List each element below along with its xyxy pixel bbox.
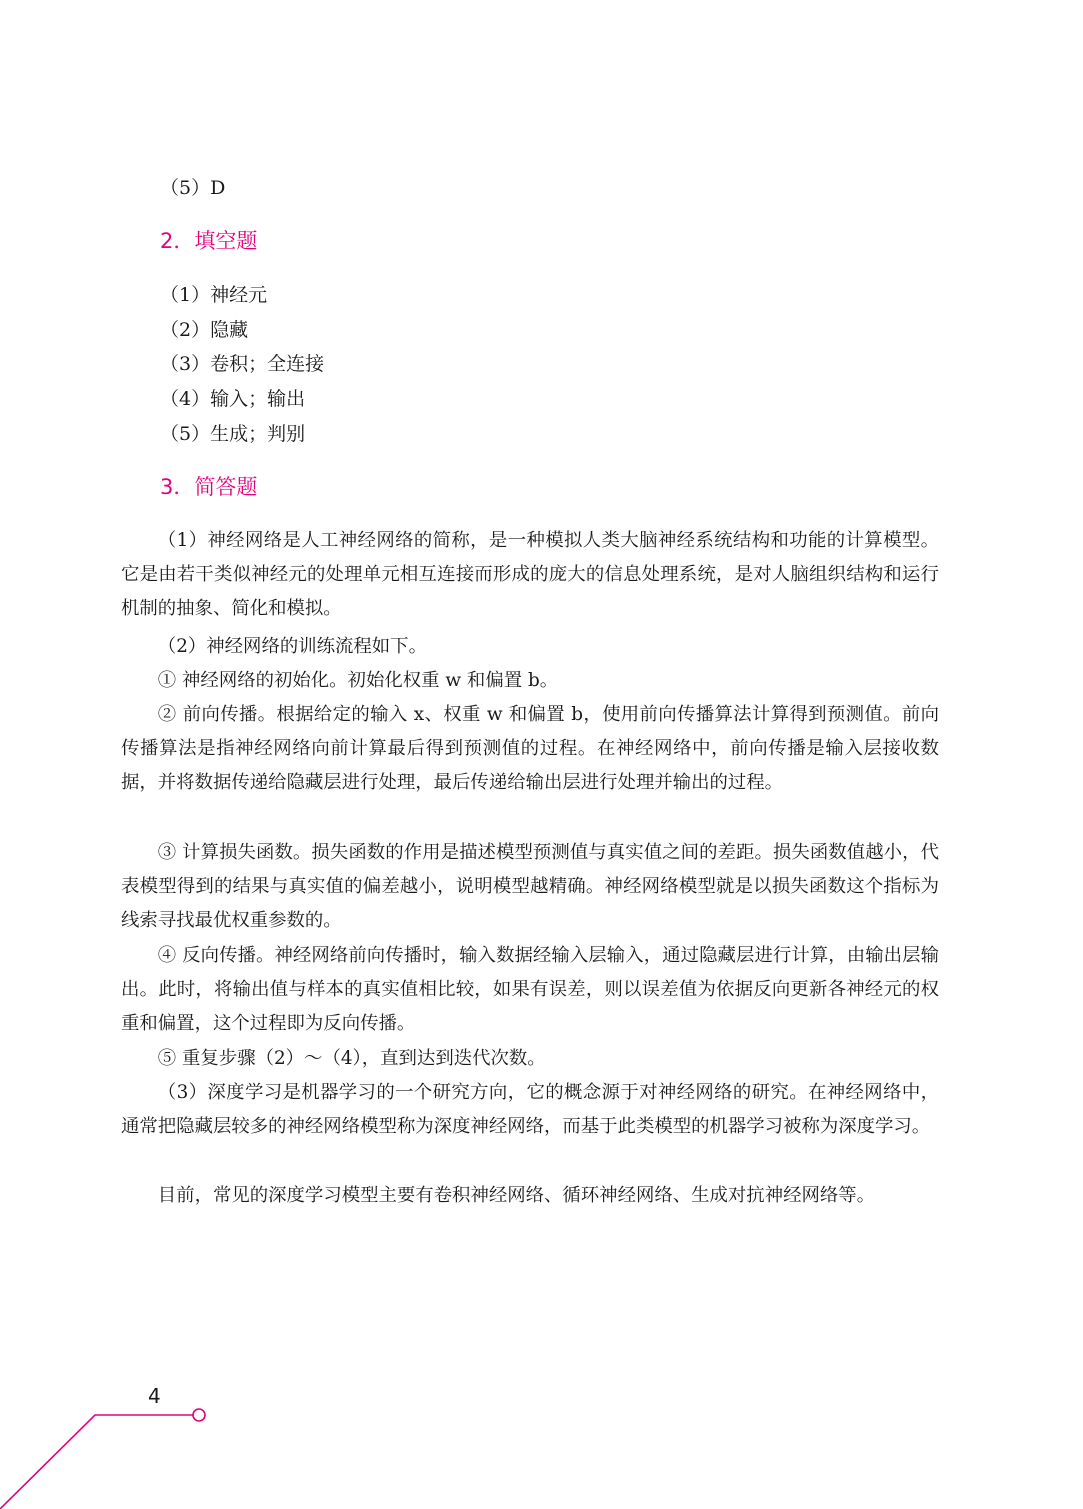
fill-answer-1: （1）神经元: [160, 284, 268, 306]
answer-paragraph-2: （2）神经网络的训练流程如下。: [157, 636, 427, 657]
mc-answer-5: （5）D: [160, 177, 226, 199]
training-step-5: ⑤ 重复步骤（2）～（4），直到达到迭代次数。: [157, 1048, 546, 1069]
fill-answer-2: （2）隐藏: [160, 319, 249, 341]
answer-paragraph-1: （1）神经网络是人工神经网络的简称，是一种模拟人类大脑神经系统结构和功能的计算模型。它是由若干类似神经元的处理单元相互连接而形成的庞大的信息处理系统，是对人脑组织结构和运行机制的抽象、简化和模拟。: [121, 530, 939, 619]
fill-answer-3: （3）卷积；全连接: [160, 353, 325, 375]
training-step-3: ③ 计算损失函数。损失函数的作用是描述模型预测值与真实值之间的差距。损失函数值越小，代表模型得到的结果与真实值的偏差越小，说明模型越精确。神经网络模型就是以损失函数这个指标为线索寻找最优权重参数的。: [121, 842, 939, 931]
fill-answer-4: （4）输入；输出: [160, 388, 306, 410]
answer-paragraph-4: 目前，常见的深度学习模型主要有卷积神经网络、循环神经网络、生成对抗神经网络等。: [157, 1185, 876, 1206]
page-number: 4: [148, 1384, 161, 1408]
fill-answer-5: （5）生成；判别: [160, 423, 306, 445]
answer-paragraph-3: （3）深度学习是机器学习的一个研究方向，它的概念源于对神经网络的研究。在神经网络中，通常把隐藏层较多的神经网络模型称为深度神经网络，而基于此类模型的机器学习被称为深度学习。: [121, 1082, 939, 1137]
training-step-1: ① 神经网络的初始化。初始化权重 w 和偏置 b。: [157, 670, 559, 691]
training-step-2: ② 前向传播。根据给定的输入 x、权重 w 和偏置 b，使用前向传播算法计算得到预测值。前向传播算法是指神经网络向前计算最后得到预测值的过程。在神经网络中，前向传播是输入层接收数据，并将数据传递给隐藏层进行处理，最后传递给输出层进行处理并输出的过程。: [121, 704, 939, 793]
section-heading-fill-in: 2．填空题: [160, 229, 258, 253]
training-step-4: ④ 反向传播。神经网络前向传播时，输入数据经输入层输入，通过隐藏层进行计算，由输出层输出。此时，将输出值与样本的真实值相比较，如果有误差，则以误差值为依据反向更新各神经元的权重和偏置，这个过程即为反向传播。: [121, 945, 939, 1034]
section-heading-short-answer: 3．简答题: [160, 475, 258, 499]
